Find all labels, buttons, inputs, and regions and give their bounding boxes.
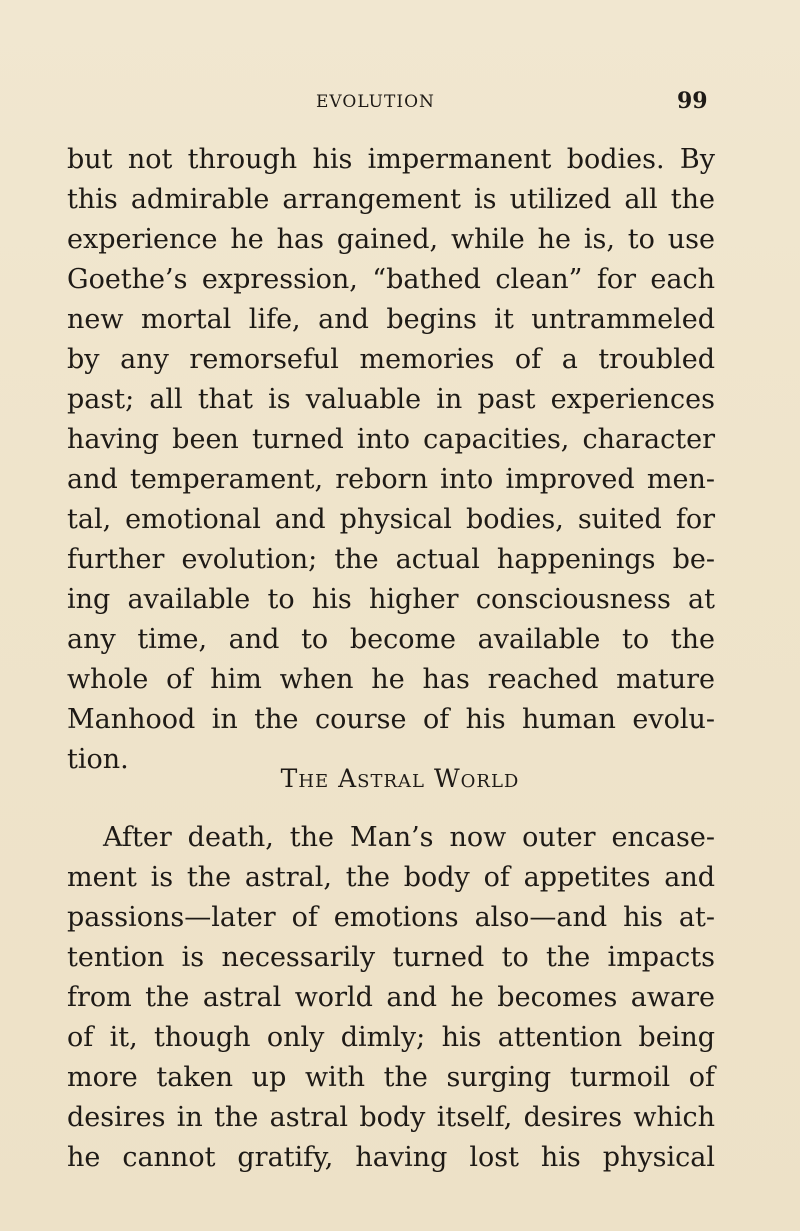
text-line: this admirable arrangement is utilized all the <box>67 184 715 215</box>
text-line: of it, though only dimly; his attention being <box>67 1022 715 1053</box>
text-line: but not through his impermanent bodies. By <box>67 144 715 175</box>
text-line: ing available to his higher consciousness at <box>67 584 715 615</box>
text-line: whole of him when he has reached mature <box>67 664 715 695</box>
text-line: from the astral world and he becomes aware <box>67 982 715 1013</box>
text-line: desires in the astral body itself, desires which <box>67 1102 715 1133</box>
text-line: passions—later of emotions also—and his at- <box>67 902 715 933</box>
text-line: Goethe’s expression, “bathed clean” for each <box>67 264 715 295</box>
paragraph-continued <box>67 140 715 780</box>
text-line: experience he has gained, while he is, to use <box>67 224 715 255</box>
text-line: more taken up with the surging turmoil of <box>67 1062 715 1093</box>
text-line: and temperament, reborn into improved men- <box>67 464 715 495</box>
running-title: EVOLUTION <box>316 92 435 112</box>
section-heading: The Astral World <box>280 764 520 793</box>
text-line: tion. <box>67 744 129 775</box>
text-line: new mortal life, and begins it untrammeled <box>67 304 715 335</box>
text-line: further evolution; the actual happenings be- <box>67 544 715 575</box>
text-line: ment is the astral, the body of appetites and <box>67 862 715 893</box>
text-line: any time, and to become available to the <box>67 624 715 655</box>
text-line: past; all that is valuable in past experiences <box>67 384 715 415</box>
text-line: having been turned into capacities, character <box>67 424 715 455</box>
text-line: Manhood in the course of his human evolu- <box>67 704 715 735</box>
text-line: After death, the Man’s now outer encase- <box>103 822 715 853</box>
running-header <box>0 90 800 114</box>
text-line: tention is necessarily turned to the impacts <box>67 942 715 973</box>
paragraph-astral-world <box>67 818 715 1178</box>
text-line: by any remorseful memories of a troubled <box>67 344 715 375</box>
page-number: 99 <box>677 88 708 114</box>
text-line: he cannot gratify, having lost his physical <box>67 1142 715 1173</box>
text-line: tal, emotional and physical bodies, suited for <box>67 504 715 535</box>
